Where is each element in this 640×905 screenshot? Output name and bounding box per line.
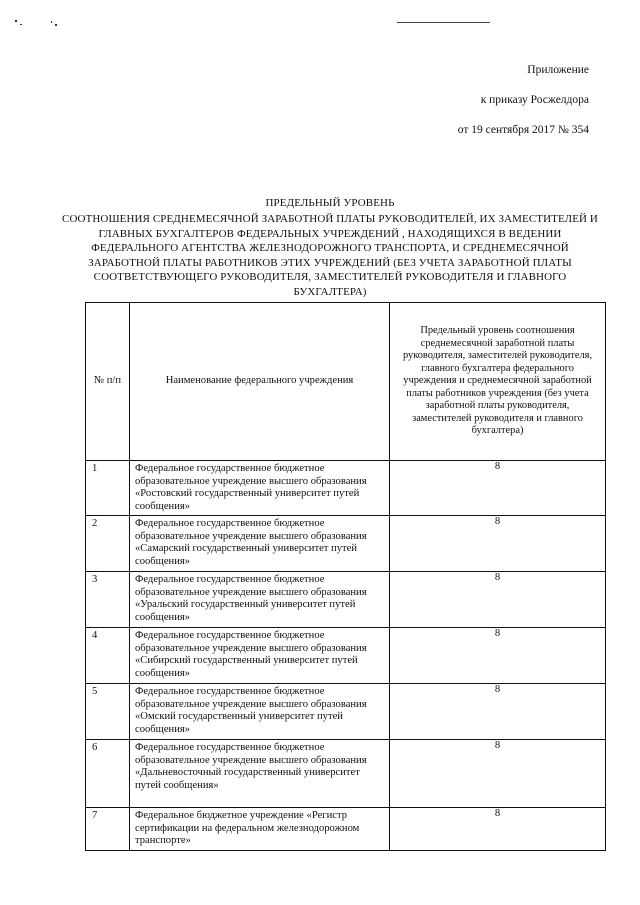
- table-row: [86, 628, 606, 684]
- table-row: [86, 516, 606, 572]
- document-title: ПРЕДЕЛЬНЫЙ УРОВЕНЬ: [265, 197, 395, 209]
- table-row: [86, 572, 606, 628]
- header-num: № п/п: [86, 303, 130, 461]
- scan-speck: [20, 24, 22, 25]
- row-number: 5: [86, 684, 130, 740]
- institution-name: Федеральное государственное бюджетное образовательное учреждение высшего образования «Дальневосточный государственный университет путей сообщения»: [130, 740, 390, 808]
- institution-name: Федеральное бюджетное учреждение «Регистр сертификации на федеральном железнодорожном транспорте»: [130, 808, 390, 851]
- row-number: 3: [86, 572, 130, 628]
- order-date-number: от 19 сентября 2017 № 354: [457, 124, 589, 136]
- ratio-value: 8: [390, 516, 606, 572]
- ratio-value: 8: [390, 461, 606, 516]
- ratio-value: 8: [390, 740, 606, 808]
- row-number: 1: [86, 461, 130, 516]
- scan-speck: [55, 24, 57, 26]
- table-row: [86, 461, 606, 516]
- institution-name: Федеральное государственное бюджетное образовательное учреждение высшего образования «Ростовский государственный университет путей сообщения»: [130, 461, 390, 516]
- institution-name: Федеральное государственное бюджетное образовательное учреждение высшего образования «Уральский государственный университет путей сообщения»: [130, 572, 390, 628]
- salary-ratio-table: [85, 302, 606, 851]
- institution-name: Федеральное государственное бюджетное образовательное учреждение высшего образования «Сибирский государственный университет путей сообщения»: [130, 628, 390, 684]
- header-value: Предельный уровень соотношения среднемесячной заработной платы руководителя, заместителей руководителя, главного бухгалтера федерального учреждения и среднемесячной заработной платы работников учреждения (без учета заработной платы руководителя, заместителей руководителя и главного бухгалтера): [390, 303, 606, 461]
- row-number: 7: [86, 808, 130, 851]
- table-header-row: [86, 303, 606, 461]
- row-number: 2: [86, 516, 130, 572]
- header-name: Наименование федерального учреждения: [130, 303, 390, 461]
- row-number: 6: [86, 740, 130, 808]
- appendix-label: Приложение: [527, 64, 589, 76]
- table-row: [86, 808, 606, 851]
- ratio-value: 8: [390, 808, 606, 851]
- ratio-value: 8: [390, 572, 606, 628]
- table-row: [86, 740, 606, 808]
- institution-name: Федеральное государственное бюджетное образовательное учреждение высшего образования «Омский государственный университет путей сообщения»: [130, 684, 390, 740]
- ratio-value: 8: [390, 628, 606, 684]
- scan-speck: [15, 20, 17, 22]
- row-number: 4: [86, 628, 130, 684]
- document-subtitle: СООТНОШЕНИЯ СРЕДНЕМЕСЯЧНОЙ ЗАРАБОТНОЙ ПЛАТЫ РУКОВОДИТЕЛЕЙ, ИХ ЗАМЕСТИТЕЛЕЙ И ГЛАВНЫХ БУХГАЛТЕРОВ ФЕДЕРАЛЬНЫХ УЧРЕЖДЕНИЙ , НАХОДЯЩИХСЯ В ВЕДЕНИИ ФЕДЕРАЛЬНОГО АГЕНТСТВА ЖЕЛЕЗНОДОРОЖНОГО ТРАНСПОРТА, И СРЕДНЕМЕСЯЧНОЙ ЗАРАБОТНОЙ ПЛАТЫ РАБОТНИКОВ ЭТИХ УЧРЕЖДЕНИЙ (БЕЗ УЧЕТА ЗАРАБОТНОЙ ПЛАТЫ СООТВЕТСТВУЮЩЕГО РУКОВОДИТЕЛЯ, ЗАМЕСТИТЕЛЕЙ РУКОВОДИТЕЛЯ И ГЛАВНОГО БУХГАЛТЕРА): [62, 213, 598, 298]
- ratio-value: 8: [390, 684, 606, 740]
- scan-line: [397, 22, 490, 23]
- order-reference: к приказу Росжелдора: [480, 94, 589, 106]
- table-row: [86, 684, 606, 740]
- scan-speck: [51, 21, 52, 23]
- institution-name: Федеральное государственное бюджетное образовательное учреждение высшего образования «Самарский государственный университет путей сообщения»: [130, 516, 390, 572]
